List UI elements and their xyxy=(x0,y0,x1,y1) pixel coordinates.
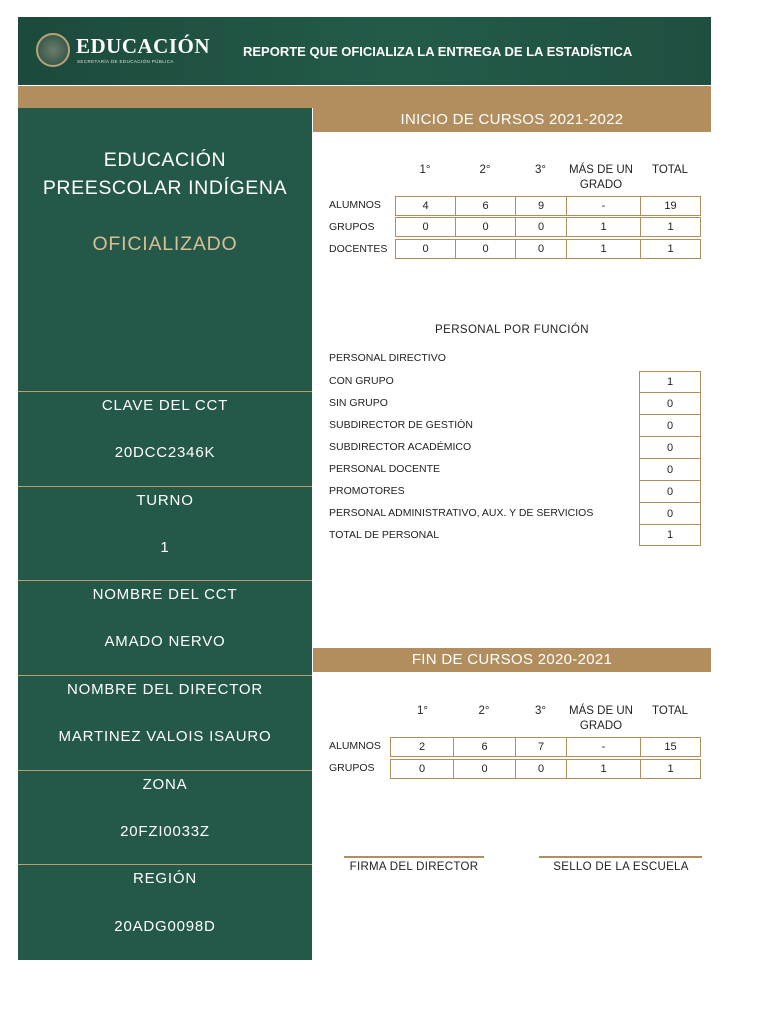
zone-value: 20FZI0033Z xyxy=(120,823,210,840)
separator xyxy=(18,675,312,676)
table-cell: 0 xyxy=(455,217,516,237)
column-header: 3° xyxy=(535,705,546,717)
table-cell: 1 xyxy=(640,217,701,237)
table-cell: 0 xyxy=(515,239,567,259)
shift-label: TURNO xyxy=(136,492,194,509)
zone-label: ZONA xyxy=(142,776,188,793)
table-cell: 0 xyxy=(390,759,454,779)
director-name-label: NOMBRE DEL DIRECTOR xyxy=(66,681,264,698)
cct-key-label: CLAVE DEL CCT xyxy=(101,397,229,414)
row-label: ALUMNOS xyxy=(329,199,381,211)
table-cell: 1 xyxy=(566,759,641,779)
table-cell: 2 xyxy=(390,737,454,757)
table-cell: 1 xyxy=(566,239,641,259)
stamp-line xyxy=(539,856,702,858)
column-header: MÁS DE UN GRADO xyxy=(569,705,633,732)
column-header: 2° xyxy=(479,164,491,176)
staff-count-cell: 0 xyxy=(639,392,701,415)
table-cell: 6 xyxy=(455,196,516,216)
brand-logo: EDUCACIÓN xyxy=(76,34,211,58)
table-cell: 1 xyxy=(640,759,701,779)
staff-count-cell: 0 xyxy=(639,414,701,437)
signature-line xyxy=(344,856,484,858)
gold-divider xyxy=(18,86,711,108)
cct-key-value: 20DCC2346K xyxy=(114,444,216,461)
staff-count-cell: 0 xyxy=(639,436,701,459)
brand-subtitle: SECRETARÍA DE EDUCACIÓN PÚBLICA xyxy=(77,59,174,64)
staff-count-cell: 0 xyxy=(639,458,701,481)
region-label: REGIÓN xyxy=(133,870,197,887)
column-header: 1° xyxy=(419,164,431,176)
director-name-value: MARTINEZ VALOIS ISAURO xyxy=(58,728,272,745)
table-cell: 0 xyxy=(515,759,567,779)
cct-name-value: AMADO NERVO xyxy=(104,633,226,650)
row-label: GRUPOS xyxy=(329,762,375,774)
staff-row-label: PROMOTORES xyxy=(329,485,405,497)
separator xyxy=(18,580,312,581)
table-cell: 4 xyxy=(395,196,456,216)
staff-by-role-title: PERSONAL POR FUNCIÓN xyxy=(435,324,589,336)
table-cell: 1 xyxy=(640,239,701,259)
status-label: OFICIALIZADO xyxy=(92,233,238,255)
school-stamp-label: SELLO DE LA ESCUELA xyxy=(553,861,689,873)
staff-row-label: PERSONAL DOCENTE xyxy=(329,463,441,475)
column-header: MÁS DE UN GRADO xyxy=(569,164,633,191)
table-cell: 15 xyxy=(640,737,701,757)
staff-count-cell: 0 xyxy=(639,502,701,525)
table-cell: 0 xyxy=(395,239,456,259)
table-cell: 0 xyxy=(453,759,516,779)
end-of-year-header: FIN DE CURSOS 2020-2021 xyxy=(313,648,711,672)
staff-heading: PERSONAL DIRECTIVO xyxy=(329,352,446,364)
table-cell: 9 xyxy=(515,196,567,216)
row-label: GRUPOS xyxy=(329,221,375,233)
school-info-panel xyxy=(18,108,312,960)
table-cell: - xyxy=(566,196,641,216)
row-label: ALUMNOS xyxy=(329,740,381,752)
government-seal-icon xyxy=(36,33,70,67)
column-header: 3° xyxy=(535,164,546,176)
staff-row-label: SUBDIRECTOR ACADÉMICO xyxy=(329,441,472,453)
staff-row-label: SIN GRUPO xyxy=(329,397,388,409)
start-of-year-header: INICIO DE CURSOS 2021-2022 xyxy=(313,108,711,132)
table-cell: 1 xyxy=(566,217,641,237)
table-cell: 0 xyxy=(455,239,516,259)
table-cell: 0 xyxy=(395,217,456,237)
table-cell: 7 xyxy=(515,737,567,757)
column-header: 1° xyxy=(417,705,428,717)
table-cell: 6 xyxy=(453,737,516,757)
separator xyxy=(18,391,312,392)
staff-count-cell: 1 xyxy=(639,371,701,393)
staff-count-cell: 1 xyxy=(639,524,701,546)
shift-value: 1 xyxy=(160,539,170,556)
row-label: DOCENTES xyxy=(329,243,388,255)
column-header: 2° xyxy=(478,705,490,717)
level-title-line2: PREESCOLAR INDÍGENA xyxy=(42,177,288,199)
separator xyxy=(18,770,312,771)
level-title-line1: EDUCACIÓN xyxy=(103,149,227,171)
separator xyxy=(18,486,312,487)
table-cell: - xyxy=(566,737,641,757)
director-signature-label: FIRMA DEL DIRECTOR xyxy=(349,861,479,873)
report-title: REPORTE QUE OFICIALIZA LA ENTREGA DE LA ESTADÍSTICA xyxy=(243,44,633,59)
region-value: 20ADG0098D xyxy=(114,918,216,935)
column-header: TOTAL xyxy=(652,164,688,176)
table-cell: 0 xyxy=(515,217,567,237)
separator xyxy=(18,864,312,865)
staff-row-label: PERSONAL ADMINISTRATIVO, AUX. Y DE SERVICIOS xyxy=(329,507,594,519)
staff-row-label: SUBDIRECTOR DE GESTIÓN xyxy=(329,419,473,431)
staff-row-label: CON GRUPO xyxy=(329,375,394,387)
cct-name-label: NOMBRE DEL CCT xyxy=(92,586,238,603)
table-cell: 19 xyxy=(640,196,701,216)
staff-row-label: TOTAL DE PERSONAL xyxy=(329,529,440,541)
staff-count-cell: 0 xyxy=(639,480,701,503)
column-header: TOTAL xyxy=(652,705,688,717)
